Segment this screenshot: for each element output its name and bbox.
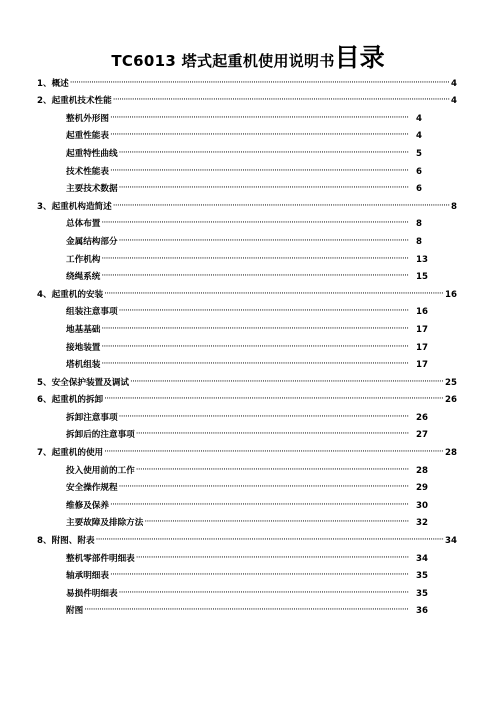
toc-entry-number: 5、 xyxy=(37,377,52,388)
toc-entry-label: 地基基础 xyxy=(66,324,101,335)
toc-entry-label: 易损件明细表 xyxy=(66,588,118,599)
toc-entry-label: 附图、附表 xyxy=(51,536,95,547)
toc-entry-label: 接地装置 xyxy=(66,342,101,353)
toc-entry[interactable] xyxy=(37,440,457,458)
toc-entry[interactable] xyxy=(37,511,428,529)
toc-entry-page-number: 8 xyxy=(416,219,422,230)
toc-entry-label: 概述 xyxy=(51,78,69,89)
dot-leader xyxy=(119,588,409,598)
toc-entry-page-number: 30 xyxy=(416,500,428,511)
dot-leader xyxy=(101,271,409,281)
toc-entry-page-number: 8 xyxy=(451,201,457,212)
dot-leader xyxy=(84,605,409,615)
toc-entry-page-number: 13 xyxy=(416,254,428,265)
toc-entry-page-number: 28 xyxy=(445,448,457,459)
dot-leader xyxy=(104,447,444,457)
dot-leader xyxy=(104,289,444,299)
toc-entry-page-number: 36 xyxy=(416,606,428,617)
toc-entry-label: 主要故障及排除方法 xyxy=(66,518,144,529)
toc-entry-label: 起重机构造简述 xyxy=(51,201,112,212)
toc-entry-page-number: 4 xyxy=(451,78,457,89)
toc-entry[interactable] xyxy=(37,458,428,476)
toc-entry-number: 7、 xyxy=(37,448,52,459)
toc-entry-label: 起重机的拆卸 xyxy=(51,395,104,406)
toc-entry-page-number: 28 xyxy=(416,465,428,476)
toc-entry-label: 起重机的安装 xyxy=(51,289,104,300)
toc-entry-label: 主要技术数据 xyxy=(66,184,118,195)
toc-entry-page-number: 15 xyxy=(416,272,428,283)
toc-entry[interactable] xyxy=(37,388,457,406)
toc-entry-label: 轴承明细表 xyxy=(66,571,109,582)
toc-entry[interactable] xyxy=(37,106,428,124)
dot-leader xyxy=(104,394,444,404)
toc-entry-page-number: 4 xyxy=(416,131,422,142)
toc-entry[interactable] xyxy=(37,194,457,212)
toc-entry[interactable] xyxy=(37,581,428,599)
dot-leader xyxy=(110,500,409,510)
toc-entry[interactable] xyxy=(37,564,428,582)
toc-entry-page-number: 26 xyxy=(445,395,457,406)
dot-leader xyxy=(119,306,409,316)
toc-entry-number: 6、 xyxy=(37,395,52,406)
toc-entry[interactable] xyxy=(37,177,428,195)
toc-entry-label: 投入使用前的工作 xyxy=(66,465,135,476)
toc-entry[interactable] xyxy=(37,124,428,142)
toc-entry-number: 2、 xyxy=(37,96,52,107)
dot-leader xyxy=(96,535,444,545)
dot-leader xyxy=(101,342,409,352)
toc-entry[interactable] xyxy=(37,159,428,177)
toc-entry-label: 拆卸注意事项 xyxy=(66,412,118,423)
toc-entry-page-number: 25 xyxy=(445,377,457,388)
toc-entry[interactable] xyxy=(37,247,428,265)
dot-leader xyxy=(119,412,409,422)
toc-entry[interactable] xyxy=(37,335,428,353)
toc-entry-label: 附图 xyxy=(66,606,84,617)
toc-entry[interactable] xyxy=(37,89,457,107)
toc-entry-label: 起重机技术性能 xyxy=(51,96,112,107)
toc-entry[interactable] xyxy=(37,282,457,300)
toc-entry-page-number: 29 xyxy=(416,483,428,494)
dot-leader xyxy=(136,429,409,439)
dot-leader xyxy=(110,130,409,140)
toc-entry-label: 绕绳系统 xyxy=(66,272,101,283)
toc-entry-label: 安全操作规程 xyxy=(66,483,118,494)
toc-entry[interactable] xyxy=(37,71,457,89)
toc-entry-label: 整机外形图 xyxy=(66,113,109,124)
dot-leader xyxy=(101,324,409,334)
toc-entry-label: 组装注意事项 xyxy=(66,307,118,318)
toc-entry[interactable] xyxy=(37,353,428,371)
toc-entry-page-number: 4 xyxy=(416,113,422,124)
toc-entry-page-number: 34 xyxy=(416,553,428,564)
toc-entry-label: 拆卸后的注意事项 xyxy=(66,430,135,441)
dot-leader xyxy=(110,570,409,580)
toc-entry-page-number: 17 xyxy=(416,360,428,371)
toc-entry-label: 起重性能表 xyxy=(66,131,109,142)
toc-entry-page-number: 8 xyxy=(416,236,422,247)
toc-entry[interactable] xyxy=(37,141,428,159)
toc-entry-page-number: 6 xyxy=(416,184,422,195)
toc-entry[interactable] xyxy=(37,300,428,318)
dot-leader xyxy=(101,254,409,264)
toc-entry-label: 总体布置 xyxy=(66,219,101,230)
toc-entry[interactable] xyxy=(37,493,428,511)
dot-leader xyxy=(136,465,409,475)
toc-entry-number: 4、 xyxy=(37,289,52,300)
toc-entry-label: 安全保护装置及调试 xyxy=(51,377,129,388)
toc-entry[interactable] xyxy=(37,229,428,247)
toc-entry-page-number: 27 xyxy=(416,430,428,441)
dot-leader xyxy=(136,553,409,563)
toc-entry[interactable] xyxy=(37,546,428,564)
toc-entry-label: 维修及保养 xyxy=(66,500,109,511)
toc-entry-label: 塔机组装 xyxy=(66,360,101,371)
toc-entry-label: 金属结构部分 xyxy=(66,236,118,247)
toc-entry-page-number: 35 xyxy=(416,571,428,582)
toc-entry[interactable] xyxy=(37,405,428,423)
toc-entry-page-number: 17 xyxy=(416,342,428,353)
document-title xyxy=(0,38,496,74)
table-of-contents xyxy=(37,71,457,616)
toc-entry[interactable] xyxy=(37,599,428,617)
toc-entry-label: 工作机构 xyxy=(66,254,101,265)
toc-entry-label: 整机零部件明细表 xyxy=(66,553,135,564)
toc-entry[interactable] xyxy=(37,370,457,388)
dot-leader xyxy=(119,236,409,246)
dot-leader xyxy=(110,113,409,123)
dot-leader xyxy=(101,218,409,228)
toc-entry-page-number: 6 xyxy=(416,166,422,177)
dot-leader xyxy=(119,482,409,492)
toc-entry[interactable] xyxy=(37,528,457,546)
toc-entry-page-number: 35 xyxy=(416,588,428,599)
title-contents: 目录 xyxy=(334,43,385,72)
dot-leader xyxy=(110,166,409,176)
dot-leader xyxy=(101,359,409,369)
toc-entry-number: 1、 xyxy=(37,78,52,89)
toc-entry[interactable] xyxy=(37,317,428,335)
toc-entry-number: 8、 xyxy=(37,536,52,547)
title-main: TC6013 塔式起重机使用说明书 xyxy=(111,52,335,70)
toc-entry-page-number: 16 xyxy=(416,307,428,318)
toc-entry-label: 起重机的使用 xyxy=(51,448,104,459)
toc-entry[interactable] xyxy=(37,423,428,441)
dot-leader xyxy=(70,78,450,88)
toc-entry-page-number: 34 xyxy=(445,536,457,547)
toc-entry-page-number: 16 xyxy=(445,289,457,300)
dot-leader xyxy=(119,183,409,193)
toc-entry-page-number: 4 xyxy=(451,96,457,107)
toc-entry-page-number: 32 xyxy=(416,518,428,529)
toc-entry[interactable] xyxy=(37,212,428,230)
toc-entry-label: 技术性能表 xyxy=(66,166,109,177)
dot-leader xyxy=(113,201,450,211)
dot-leader xyxy=(119,148,409,158)
toc-entry-page-number: 17 xyxy=(416,324,428,335)
toc-entry-page-number: 5 xyxy=(416,148,422,159)
toc-entry-number: 3、 xyxy=(37,201,52,212)
toc-entry-label: 起重特性曲线 xyxy=(66,148,118,159)
dot-leader xyxy=(130,377,444,387)
toc-entry[interactable] xyxy=(37,476,428,494)
dot-leader xyxy=(144,517,409,527)
dot-leader xyxy=(113,95,450,105)
toc-entry[interactable] xyxy=(37,265,428,283)
toc-entry-page-number: 26 xyxy=(416,412,428,423)
